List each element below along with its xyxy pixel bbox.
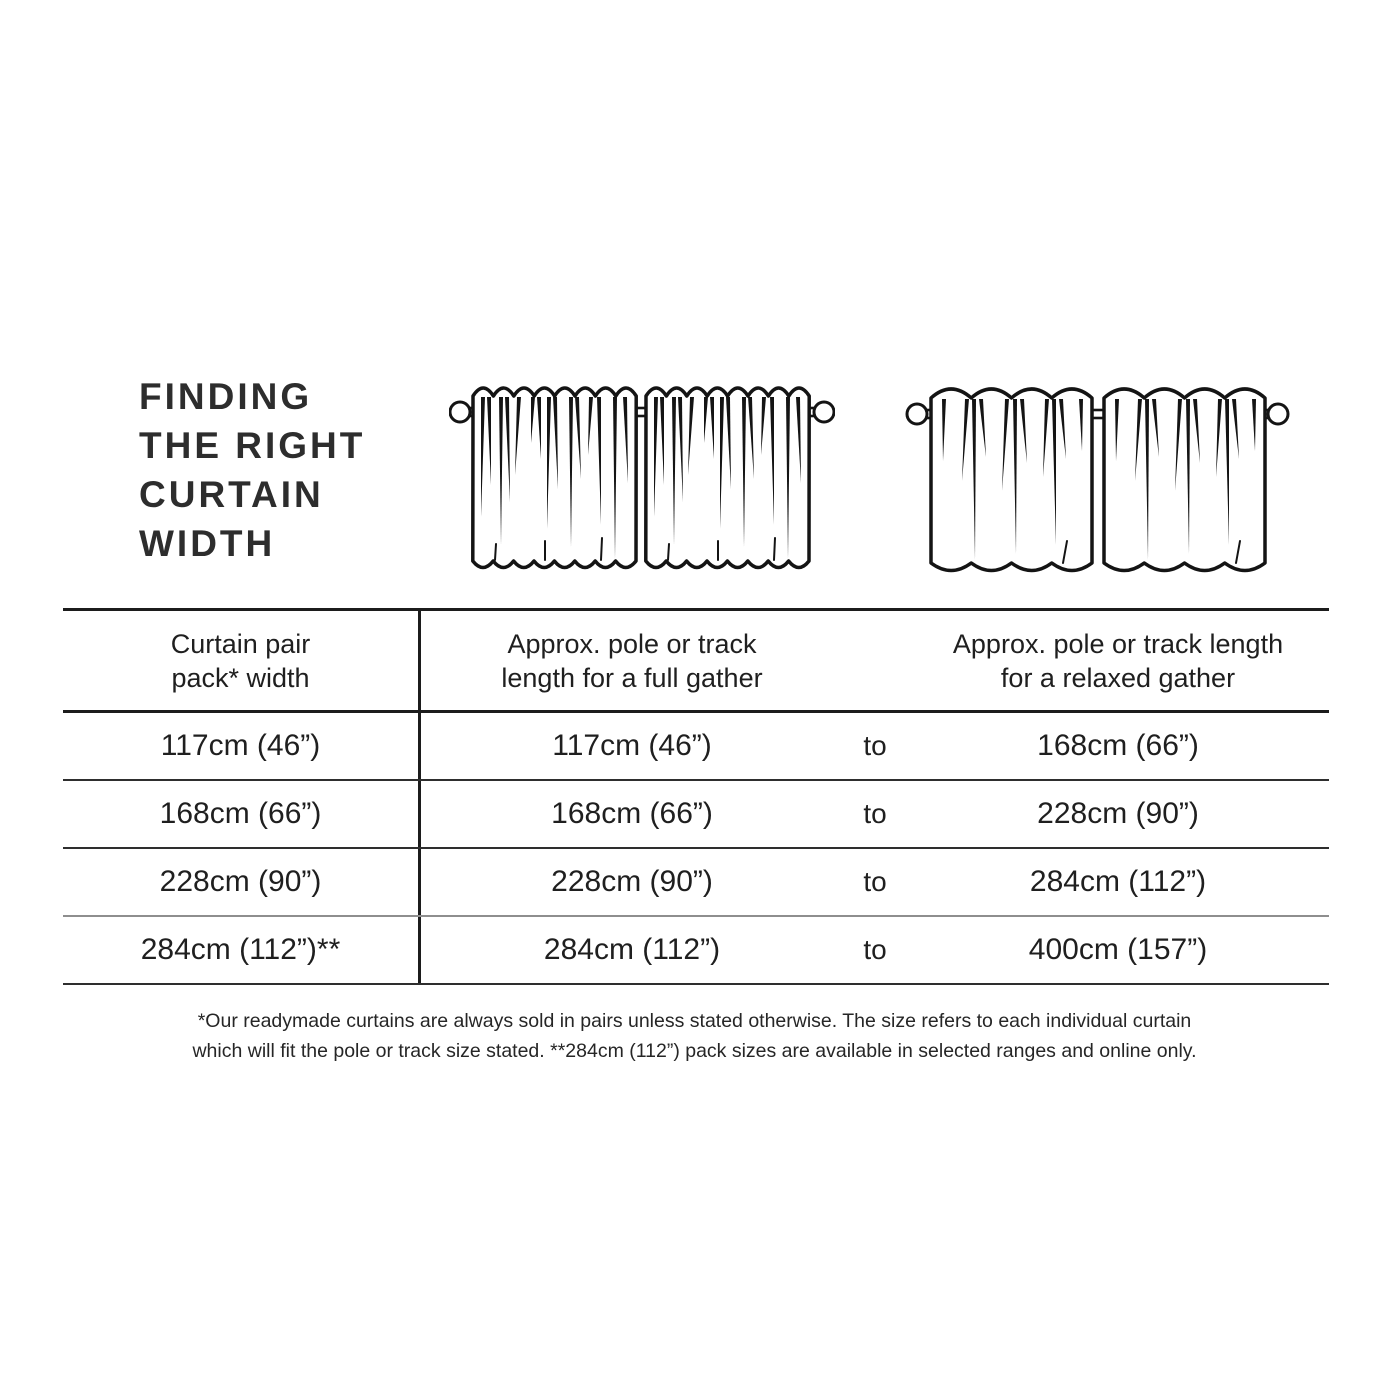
page-title — [139, 372, 365, 568]
relaxed-gather-cell: 228cm (90”) — [1037, 797, 1199, 830]
page-title-line: WIDTH — [139, 523, 276, 564]
size-table — [63, 608, 1329, 985]
curtain-panel-right — [646, 388, 809, 568]
relaxed-gather-cell: 400cm (157”) — [1028, 933, 1208, 966]
table-row — [63, 781, 1329, 849]
header-line: length for a full gather — [501, 662, 763, 693]
table-row — [63, 917, 1329, 985]
header-line: Curtain pair — [170, 628, 311, 659]
header-relaxed-gather — [907, 627, 1329, 695]
page-title-line: FINDING — [139, 376, 313, 417]
table-row — [63, 713, 1329, 781]
page-title-line: THE RIGHT — [139, 425, 366, 466]
header-line: for a relaxed gather — [1000, 662, 1236, 693]
footnote — [0, 1006, 1389, 1066]
header-line: Approx. pole or track — [507, 628, 757, 659]
curtain-panel-left — [931, 389, 1092, 571]
table-row — [63, 849, 1329, 917]
pack-width-cell: 284cm (112”)** — [63, 917, 421, 983]
to-label: to — [863, 730, 887, 761]
header-line: pack* width — [171, 662, 310, 693]
header-pack-width — [63, 611, 421, 710]
relaxed-gather-curtains-illustration — [904, 380, 1290, 580]
curtain-panel-left — [473, 388, 636, 568]
pole-finial-left — [907, 404, 927, 424]
header-line: Approx. pole or track length — [952, 628, 1284, 659]
header-full-gather — [421, 627, 843, 695]
pole-finial-right — [814, 402, 834, 422]
full-gather-cell: 117cm (46”) — [552, 729, 712, 762]
pole-finial-left — [450, 402, 470, 422]
full-gather-curtains-illustration — [449, 378, 835, 578]
footnote-line: which will fit the pole or track size stated. **284cm (112”) pack sizes are available in selected ranges and online only. — [192, 1040, 1197, 1062]
pack-width-cell: 117cm (46”) — [63, 713, 421, 779]
full-gather-cell: 284cm (112”) — [543, 933, 721, 966]
pack-width-cell: 228cm (90”) — [63, 849, 421, 915]
to-label: to — [863, 934, 887, 965]
relaxed-gather-cell: 168cm (66”) — [1037, 729, 1199, 762]
full-gather-cell: 228cm (90”) — [551, 865, 713, 898]
pole-finial-right — [1268, 404, 1288, 424]
pack-width-cell: 168cm (66”) — [63, 781, 421, 847]
to-label: to — [863, 866, 887, 897]
full-gather-cell: 168cm (66”) — [551, 797, 713, 830]
page-title-line: CURTAIN — [139, 474, 324, 515]
table-header-row — [63, 608, 1329, 713]
curtain-panel-right — [1104, 389, 1265, 571]
footnote-line: *Our readymade curtains are always sold in pairs unless stated otherwise. The size refers to each individual curtain — [197, 1010, 1192, 1032]
to-label: to — [863, 798, 887, 829]
relaxed-gather-cell: 284cm (112”) — [1029, 865, 1207, 898]
